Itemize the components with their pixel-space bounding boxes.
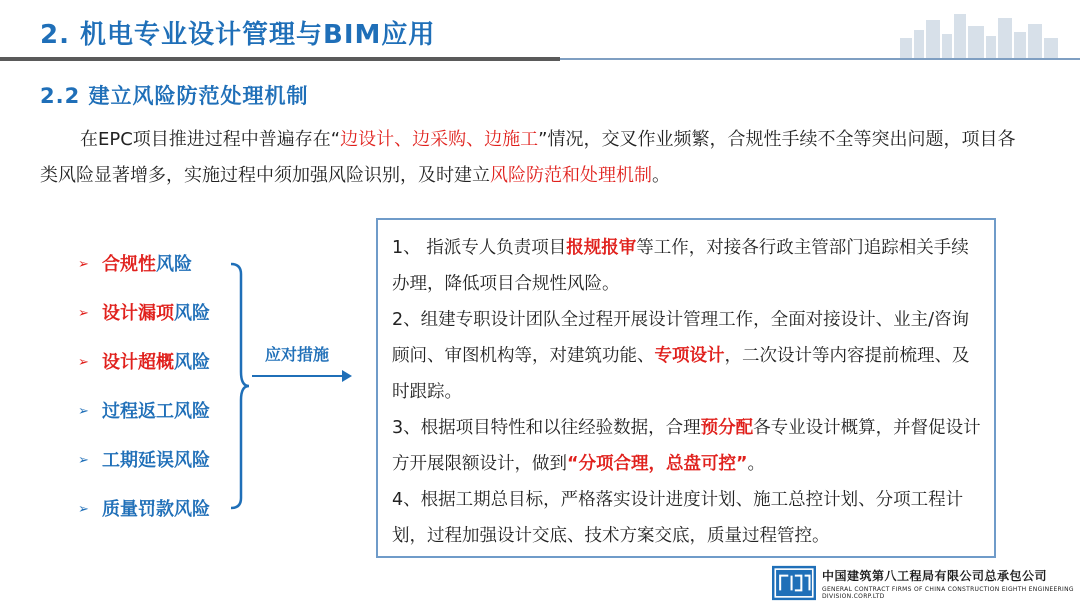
action-label: 应对措施 [265,345,330,364]
risk-item [78,289,210,338]
measure-text: 2、组建专职设计团队全过程开展设计管理工作，全面对接设计、业主/咨询顾问、审图机构等，对建筑功能、 [392,310,970,366]
intro-highlight-2: 风险防范和处理机制 [490,165,652,186]
curly-bracket-icon [229,262,249,510]
city-skyline-icon [900,8,1060,58]
chevron-right-icon: ➢ [78,354,89,370]
risk-suffix: 风险 [156,253,192,275]
intro-text-2: ”情况，交叉作业频繁，合规性手续不全等突出问题，项目各类风险显著增多，实施过程中须加强风险识别，及时建立 [40,129,1016,186]
risk-item [78,485,210,534]
page-title: 2. 机电专业设计管理与BIM应用 [40,20,436,50]
chevron-right-icon: ➢ [78,403,89,419]
risk-item [78,240,210,289]
risk-item [78,436,210,485]
intro-text-3: 。 [652,165,670,186]
measure-item-2 [392,302,982,410]
measures-box [376,218,996,558]
section-subtitle: 2.2 建立风险防范处理机制 [40,84,309,108]
measure-item-1 [392,230,982,302]
measure-text: 等工作，对接各行政主管部门追踪相关手续办理，降低项目合规性风险。 [392,238,969,294]
cscec-logo-icon [772,562,816,604]
risk-item [78,387,210,436]
intro-highlight-1: 边设计、边采购、边施工 [340,129,539,150]
risk-main: 设计超概 [102,351,174,373]
risk-main: 合规性 [102,253,156,275]
measure-highlight: 专项设计 [654,346,725,366]
footer [772,562,1080,604]
measure-text: 1、 指派专人负责项目 [392,238,567,258]
risk-main: 工期延误风险 [102,449,210,471]
chevron-right-icon: ➢ [78,452,89,468]
arrow-right-icon [252,364,352,384]
measure-text: 。 [747,454,766,474]
measure-highlight: 预分配 [700,418,754,438]
measure-item-3 [392,410,982,482]
risk-suffix: 风险 [174,351,210,373]
risk-main: 过程返工风险 [102,400,210,422]
risk-suffix: 风险 [174,302,210,324]
chevron-right-icon: ➢ [78,256,89,272]
measure-text: ，二次设计等内容提前梳理、及时跟踪。 [392,346,970,402]
intro-text-1: 在EPC项目推进过程中普遍存在“ [80,129,341,150]
chevron-right-icon: ➢ [78,305,89,321]
measure-text: 3、根据项目特性和以往经验数据，合理 [392,418,701,438]
risk-main: 质量罚款风险 [102,498,210,520]
measure-text: 各专业设计概算，并督促设计方开展限额设计，做到 [392,418,981,474]
intro-paragraph [40,122,1030,194]
chevron-right-icon: ➢ [78,501,89,517]
title-divider-accent [0,57,560,61]
measure-highlight: “分项合理，总盘可控” [567,454,748,474]
risk-item [78,338,210,387]
company-name-cn: 中国建筑第八工程局有限公司总承包公司 [822,568,1048,583]
risk-list [78,240,210,534]
measure-item-4: 4、根据工期总目标，严格落实设计进度计划、施工总控计划、分项工程计划，过程加强设计交底、技术方案交底，质量过程管控。 [392,490,964,546]
risk-main: 设计漏项 [102,302,174,324]
measure-highlight: 报规报审 [566,238,637,258]
company-name-en: GENERAL CONTRACT FIRMS OF CHINA CONSTRUCTION EIGHTH ENGINEERING DIVISION.CORP.LTD [822,585,1074,600]
